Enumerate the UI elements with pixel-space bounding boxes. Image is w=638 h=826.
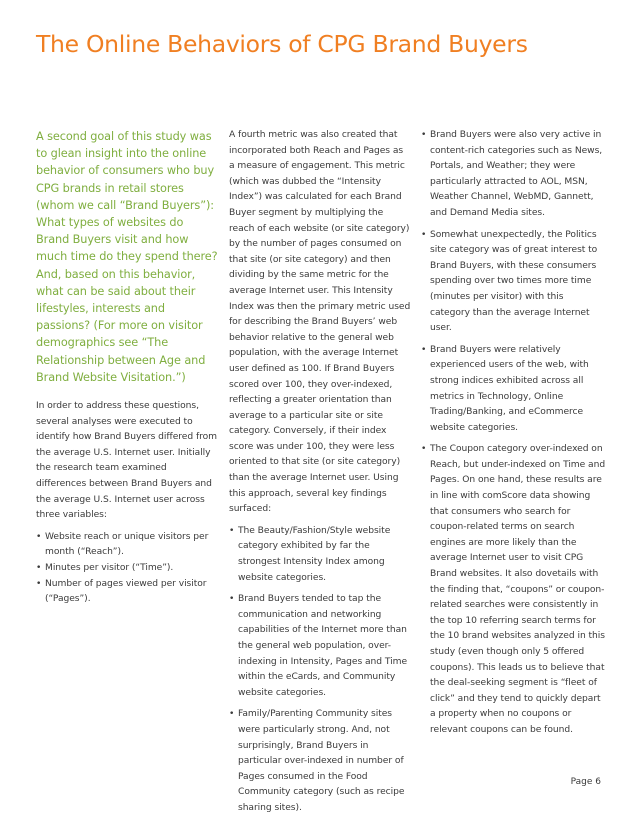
list-item: • Family/Parenting Community sites were particularly strong. And, not surprisingly, Brand Buyers in particular over-indexed in number of Pages consumed in the Food Community category (such as recipe sharing sites). bbox=[229, 707, 411, 816]
body-paragraph: A fourth metric was also created that incorporated both Reach and Pages as a measure of engagement. This metric (which was dubbed the “Intensity Index”) was calculated for each Brand Buyer segment by multiplying the reach of each website (or site category) by the number of pages consumed on that site (or site category) and then dividing by the same metric for the average Internet user. This Intensity Index was then the primary metric used for describing the Brand Buyers’ web behavior relative to the general web population, with the average Internet user defined as 100. If Brand Buyers scored over 100, they over-indexed, reflecting a greater orientation than average to a particular site or site category. Conversely, if their index score was under 100, they were less oriented to that site (or site category) than the average Internet user. Using this approach, several key findings surfaced: bbox=[229, 130, 411, 515]
findings-list bbox=[229, 524, 411, 817]
list-item: • Somewhat unexpectedly, the Politics site category was of great interest to Brand Buyers, with these consumers spending over two times more time (minutes per visitor) with this category than the average Internet user. bbox=[421, 228, 606, 337]
column-1 bbox=[36, 128, 219, 608]
findings-list-continued bbox=[421, 128, 606, 739]
list-item: • Minutes per visitor (“Time”). bbox=[36, 561, 219, 577]
column-3 bbox=[421, 128, 606, 745]
list-item: • Brand Buyers were also very active in content-rich categories such as News, Portals, and Weather; they were particularly attracted to AOL, MSN, Weather Channel, WebMD, Gannett, and Demand Media sites. bbox=[421, 128, 606, 222]
list-item: • Number of pages viewed per visitor (“Pages”). bbox=[36, 577, 219, 608]
variables-list bbox=[36, 530, 219, 608]
list-item: • The Beauty/Fashion/Style website category exhibited by far the strongest Intensity Index among website categories. bbox=[229, 524, 411, 586]
column-2 bbox=[229, 128, 411, 823]
page-number: Page 6 bbox=[570, 777, 601, 787]
list-item: • The Coupon category over-indexed on Reach, but under-indexed on Time and Pages. On one hand, these results are in line with comScore data showing that consumers who search for coupon-related terms on search engines are more likely than the average Internet user to visit CPG Brand websites. It also dovetails with the finding that, “coupons” or coupon-related searches were consistently in the top 10 referring search terms for the 10 brand websites analyzed in this study (even though only 5 offered coupons). This leads us to believe that the deal-seeking segment is “fleet of click” and they tend to quickly depart a property when no coupons or relevant coupons can be found. bbox=[421, 442, 606, 738]
list-item: • Brand Buyers were relatively experienced users of the web, with strong indices exhibited across all metrics in Technology, Online Trading/Banking, and eCommerce website categories. bbox=[421, 343, 606, 437]
page-title: The Online Behaviors of CPG Brand Buyers bbox=[36, 30, 528, 58]
body-paragraph: In order to address these questions, several analyses were executed to identify how Brand Buyers differed from the average U.S. Internet user. Initially the research team examined differences between Brand Buyers and the average U.S. Internet user across three variables: bbox=[36, 401, 217, 521]
lead-paragraph: A second goal of this study was to glean insight into the online behavior of consumers who buy CPG brands in retail stores (whom we call “Brand Buyers”): What types of websites do Brand Buyers visit and how much time do they spend there? And, based on this behavior, what can be said about their lifestyles, interests and passions? (For more on visitor demographics see “The Relationship between Age and Brand Website Visitation.”) bbox=[36, 130, 218, 384]
list-item: • Website reach or unique visitors per month (“Reach”). bbox=[36, 530, 219, 561]
list-item: • Brand Buyers tended to tap the communication and networking capabilities of the Internet more than the general web population, over-indexing in Intensity, Pages and Time within the eCards, and Community website categories. bbox=[229, 592, 411, 701]
